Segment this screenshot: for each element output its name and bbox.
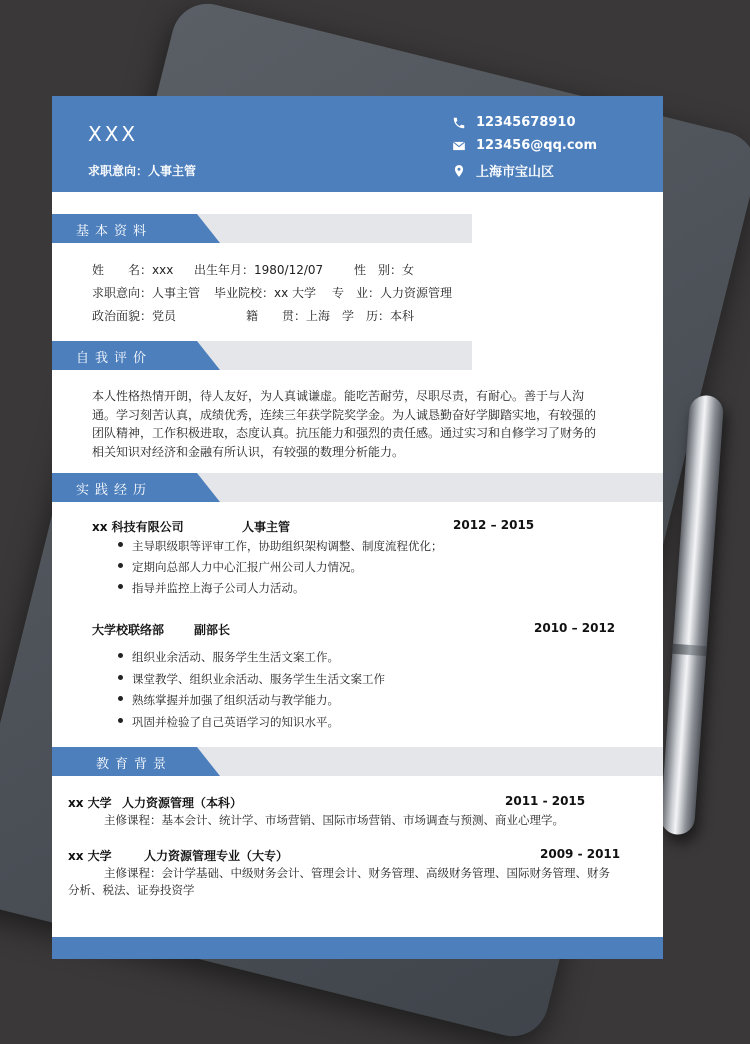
- address-text: 上海市宝山区: [476, 165, 555, 180]
- info-politics: 政治面貌：党员: [92, 309, 177, 323]
- practice-period: 2010 – 2012: [534, 621, 616, 635]
- self-eval-line: 通。学习刻苦认真，成绩优秀，连续三年获学院奖学金。为人诚恳勤奋好学脚踏实地，有较强的: [92, 407, 597, 422]
- self-eval-text: [92, 387, 596, 461]
- self-eval-line: 本人性格热情开朗，待人友好，为人真诚谦虚。能吃苦耐劳，尽职尽责，有耐心。善于与人沟: [92, 389, 585, 403]
- resume-header: [52, 96, 663, 192]
- list-item: 巩固并检验了自己英语学习的知识水平。: [118, 712, 385, 734]
- info-gender: 性 别：女: [354, 263, 415, 277]
- section-title: 实践经历: [76, 483, 153, 498]
- info-name: 姓 名：xxx: [92, 263, 174, 277]
- practice-org: xx 科技有限公司: [92, 520, 184, 534]
- email-text: 12345​6@qq.com: [476, 138, 598, 153]
- phone-row: [452, 115, 576, 130]
- practice-period: 2012 – 2015: [453, 518, 535, 532]
- edu-school: xx 大学: [68, 796, 112, 810]
- resume-sheet: [52, 96, 663, 959]
- email-icon: [452, 139, 466, 153]
- edu-major: 人力资源管理（本科）: [122, 796, 243, 810]
- practice-org: 大学校联络部: [92, 623, 165, 637]
- section-practice: [52, 473, 663, 502]
- info-school: 毕业院校：xx 大学: [214, 286, 317, 300]
- section-title: 教育背景: [96, 757, 173, 772]
- address-row: [452, 161, 554, 180]
- candidate-name: XXX: [88, 122, 139, 146]
- practice-items: [118, 647, 385, 733]
- info-intent: 求职意向：人事主管: [92, 286, 201, 300]
- section-self-eval: [52, 341, 663, 370]
- info-origin: 籍 贯：上海: [246, 309, 331, 323]
- list-item: 熟练掌握并加强了组织活动与教学能力。: [118, 690, 385, 712]
- list-item: 定期向总部人力中心汇报广州公司人力情况。: [118, 557, 443, 578]
- edu-period: 2009 - 2011: [540, 847, 621, 861]
- job-intent: 求职意向：人事主管: [88, 164, 197, 178]
- section-basic-info: [52, 214, 663, 243]
- list-item: 课堂教学、组织业余活动、服务学生生活文案工作: [118, 669, 385, 691]
- location-pin-icon: [452, 164, 466, 178]
- info-degree: 学 历：本科: [342, 309, 415, 323]
- practice-role: 人事主管: [242, 520, 291, 534]
- list-item: 指导并监控上海子公司人力活动。: [118, 578, 443, 599]
- edu-school: xx 大学: [68, 849, 112, 863]
- self-eval-line: 相关知识对经济和金融有所认识，有较强的数理分析能力。: [92, 444, 405, 459]
- practice-items: [118, 536, 443, 599]
- section-title: 自我评价: [76, 351, 153, 366]
- phone-icon: [452, 116, 466, 130]
- phone-text: 12345678910: [476, 115, 576, 130]
- edu-major: 人力资源管理专业（大专）: [144, 849, 289, 863]
- info-birth: 出生年月：1980/12/07: [194, 263, 324, 277]
- email-row: [452, 138, 597, 153]
- edu-courses: 分析、税法、证券投资学: [68, 883, 195, 897]
- info-major: 专 业：人力资源管理: [332, 286, 453, 300]
- list-item: 组织业余活动、服务学生生活文案工作。: [118, 647, 385, 669]
- section-education: [52, 747, 663, 776]
- section-title: 基本资料: [76, 224, 153, 239]
- list-item: 主导职级职等评审工作，协助组织架构调整、制度流程优化；: [118, 536, 443, 557]
- footer-bar: [52, 937, 663, 959]
- edu-period: 2011 - 2015: [505, 794, 586, 808]
- self-eval-line: 团队精神，工作积极进取，态度认真。抗压能力和强烈的责任感。通过实习和自修学习了财务的: [92, 426, 597, 440]
- practice-role: 副部长: [194, 623, 231, 637]
- edu-courses: 主修课程：会计学基础、中级财务会计、管理会计、财务管理、高级财务管理、国际财务管理、财务: [104, 866, 610, 880]
- edu-courses: 主修课程：基本会计、统计学、市场营销、国际市场营销、市场调查与预测、商业心理学。: [104, 813, 564, 827]
